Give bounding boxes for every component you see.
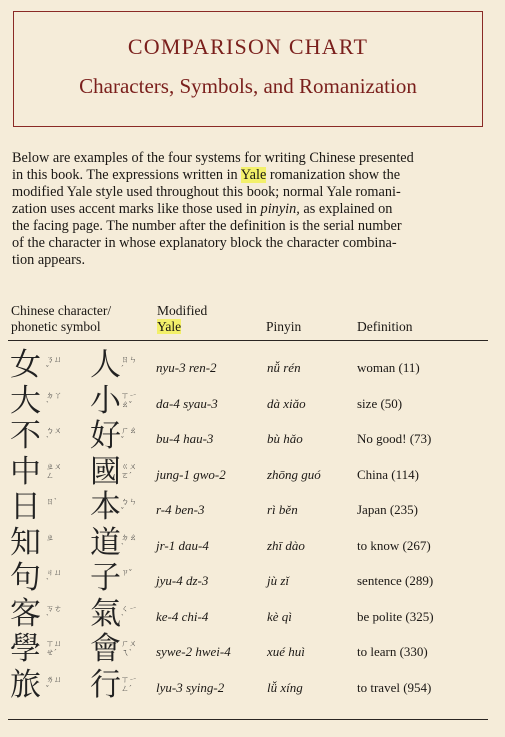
character-2: 人 [90, 347, 121, 382]
intro-paragraph [12, 150, 487, 269]
definition: to travel (954) [357, 679, 432, 695]
yale-romanization: da-4 syau-3 [156, 395, 218, 411]
definition: to know (267) [357, 537, 431, 553]
character-2: 道 [90, 524, 121, 560]
intro-line-4-pre: zation uses accent marks like those used in [12, 201, 261, 217]
character-1: 大 [10, 382, 41, 418]
intro-line-4-post: as explained on [299, 201, 393, 217]
header-character-line2: phonetic symbol [11, 319, 101, 334]
phonetic-symbol-1: ㄖˋ [46, 497, 57, 506]
yale-romanization: bu-4 hau-3 [156, 431, 214, 446]
intro-line-4 [12, 201, 487, 218]
yale-romanization: sywe-2 hwei-4 [156, 644, 231, 659]
table-row [0, 489, 505, 530]
pinyin-romanization: lǚ xíng [267, 679, 303, 695]
intro-line-2-post: romanization show the [266, 167, 401, 183]
table-row [0, 347, 505, 388]
intro-line-1: Below are examples of the four systems for writing Chinese presented [12, 150, 414, 166]
header-yale-line1: Modified [157, 303, 208, 318]
yale-romanization: ke-4 chi-4 [156, 608, 209, 624]
pinyin-romanization: kè qì [267, 608, 292, 624]
character-2: 子 [90, 560, 121, 595]
bottom-rule [8, 719, 488, 720]
definition: size (50) [357, 395, 403, 411]
header-definition: Definition [357, 319, 413, 334]
phonetic-symbol-2: ㄒㄧㄠˇ [121, 390, 137, 409]
table-row [0, 453, 505, 495]
table-row [0, 524, 505, 566]
definition: be polite (325) [357, 608, 434, 624]
phonetic-symbol-2: ㄗˇ [121, 568, 132, 577]
phonetic-symbol-1: ㄌㄩˇ [46, 674, 62, 693]
phonetic-symbol-1: ㄅㄨˋ [46, 426, 62, 444]
pinyin-romanization: rì běn [267, 502, 298, 517]
definition: to learn (330) [357, 644, 428, 659]
definition: Japan (235) [357, 502, 419, 517]
yale-romanization: lyu-3 sying-2 [156, 679, 225, 695]
intro-pinyin-italic: pinyin, [260, 201, 300, 217]
yale-romanization: r-4 ben-3 [156, 502, 205, 517]
phonetic-symbol-1: ㄓ [46, 532, 54, 542]
character-1: 客 [10, 595, 41, 631]
intro-line-2-pre: in this book. The expressions written in [12, 167, 241, 183]
header-character-line1: Chinese character/ [11, 303, 112, 318]
character-1: 旅 [10, 666, 41, 702]
intro-line-3: modified Yale style used throughout this book; normal Yale romani- [12, 184, 401, 200]
pinyin-romanization: bù hǎo [267, 431, 303, 446]
pinyin-romanization: zhī dào [267, 537, 305, 553]
phonetic-symbol-2: ㄑㄧˋ [121, 603, 137, 622]
table-row [0, 418, 505, 459]
character-2: 行 [90, 666, 121, 702]
intro-line-5: the facing page. The number after the definition is the serial number [12, 218, 402, 234]
character-1: 知 [10, 524, 41, 560]
header-yale-highlight: Yale [157, 319, 182, 334]
header-yale-line2-wrap [157, 319, 207, 335]
table-row [0, 595, 505, 637]
phonetic-symbol-2: ㄒㄧㄥˊ [121, 674, 137, 693]
phonetic-symbol-2: ㄍㄨㄛˊ [121, 461, 137, 480]
phonetic-symbol-1: ㄐㄩˋ [46, 568, 62, 586]
yale-romanization: nyu-3 ren-2 [156, 360, 217, 375]
phonetic-symbol-1: ㄎㄜˋ [46, 603, 62, 622]
definition: sentence (289) [357, 573, 434, 588]
pinyin-romanization: dà xiǎo [267, 395, 306, 411]
phonetic-symbol-1: ㄋㄩˇ [46, 355, 62, 373]
yale-romanization: jr-1 dau-4 [156, 537, 209, 553]
phonetic-symbol-2: ㄖㄣˊ [121, 355, 137, 373]
header-character [11, 303, 111, 335]
pinyin-romanization: xué huì [267, 644, 305, 659]
table-row [0, 560, 505, 601]
intro-line-7: tion appears. [12, 252, 86, 268]
character-2: 氣 [90, 595, 121, 631]
intro-line-6: of the character in whose explanatory block the character combina- [12, 235, 397, 251]
character-2: 好 [90, 418, 121, 453]
phonetic-symbol-1: ㄒㄩㄝˊ [46, 639, 62, 657]
character-2: 會 [90, 631, 121, 666]
phonetic-symbol-1: ㄉㄚˋ [46, 390, 62, 409]
table-row [0, 666, 505, 708]
phonetic-symbol-2: ㄉㄠˋ [121, 532, 137, 551]
character-2: 小 [90, 382, 121, 418]
table-row [0, 631, 505, 672]
character-1: 句 [10, 560, 41, 595]
character-1: 學 [10, 631, 41, 666]
intro-line-2 [12, 167, 487, 184]
phonetic-symbol-2: ㄅㄣˇ [121, 497, 137, 515]
pinyin-romanization: zhōng guó [267, 466, 321, 482]
character-2: 本 [90, 489, 121, 524]
character-1: 女 [10, 347, 41, 382]
table-row [0, 382, 505, 424]
highlight-yale: Yale [240, 167, 267, 183]
phonetic-symbol-2: ㄏㄨㄟˋ [121, 639, 137, 657]
header-pinyin: Pinyin [266, 319, 302, 334]
character-1: 不 [10, 418, 41, 453]
title-box [13, 11, 483, 127]
definition: woman (11) [357, 360, 420, 375]
character-1: 中 [10, 453, 41, 489]
yale-romanization: jung-1 gwo-2 [156, 466, 226, 482]
chart-title: COMPARISON CHART [127, 34, 369, 59]
header-rule [8, 340, 488, 341]
yale-romanization: jyu-4 dz-3 [156, 573, 209, 588]
character-2: 國 [90, 453, 121, 489]
chart-subtitle: Characters, Symbols, and Romanization [79, 74, 417, 98]
phonetic-symbol-2: ㄏㄠˇ [121, 426, 137, 444]
phonetic-symbol-1: ㄓㄨㄥ [46, 461, 62, 480]
character-1: 日 [10, 489, 41, 524]
definition: China (114) [357, 466, 419, 482]
pinyin-romanization: nǚ rén [267, 360, 301, 375]
header-yale [157, 303, 207, 335]
definition: No good! (73) [357, 431, 432, 446]
pinyin-romanization: jù zǐ [267, 573, 290, 588]
